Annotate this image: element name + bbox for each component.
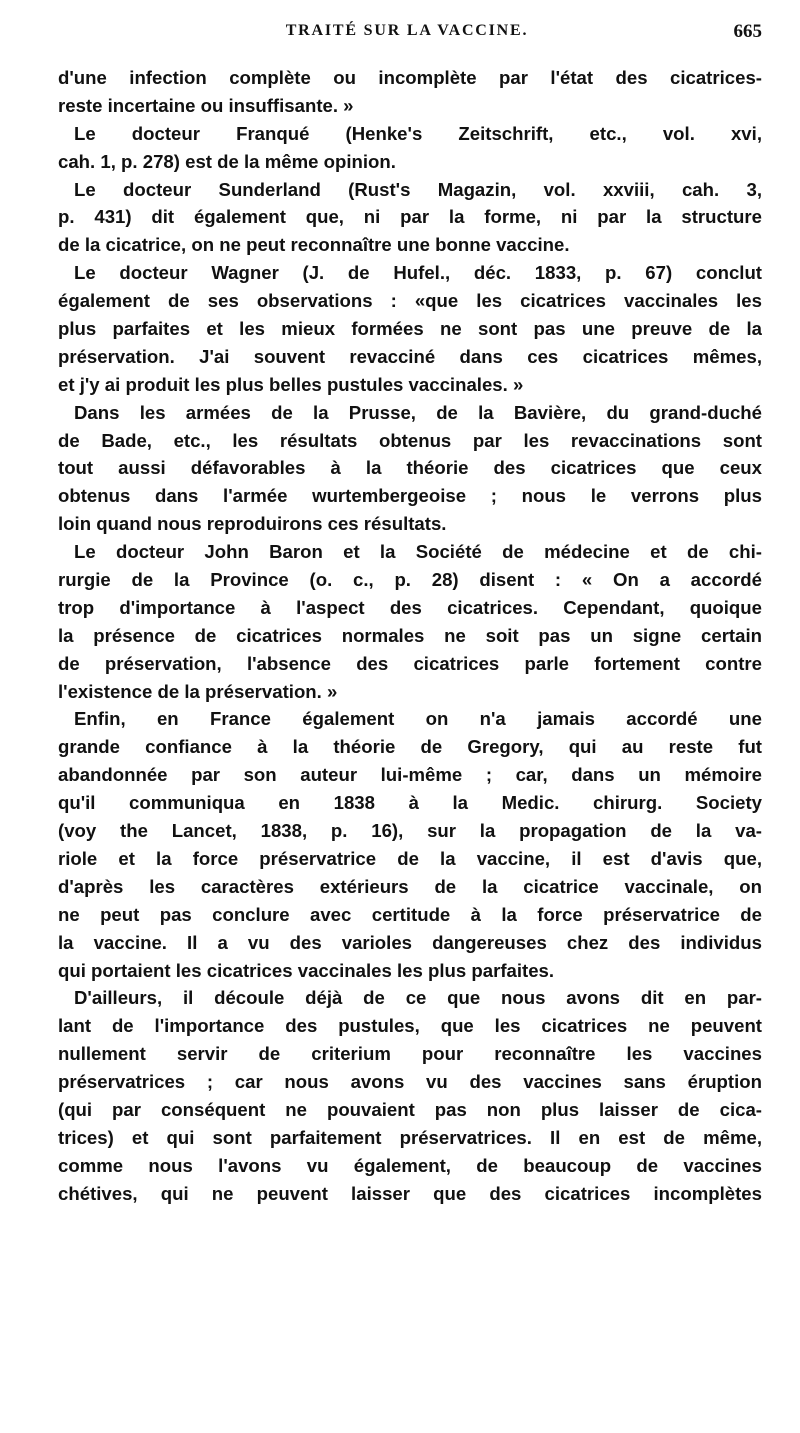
- text-line: Le docteur John Baron et la Société de médecine et de chi-: [74, 541, 762, 563]
- text-line: abandonnée par son auteur lui-même ; car, dans un mémoire: [58, 764, 762, 786]
- text-line: obtenus dans l'armée wurtembergeoise ; nous le verrons plus: [58, 485, 762, 507]
- text-line: riole et la force préservatrice de la vaccine, il est d'avis que,: [58, 847, 762, 869]
- text-line: reste incertaine ou insuffisante. »: [58, 94, 354, 116]
- text-line: qui portaient les cicatrices vaccinales les plus parfaites.: [58, 959, 555, 981]
- text-line: Le docteur Sunderland (Rust's Magazin, vol. xxviii, cah. 3,: [74, 178, 762, 200]
- text-line: Le docteur Wagner (J. de Hufel., déc. 1833, p. 67) conclut: [74, 262, 762, 284]
- text-line: nullement servir de criterium pour reconnaître les vaccines: [58, 1043, 762, 1065]
- text-line: (qui par conséquent ne pouvaient pas non plus laisser de cica-: [58, 1098, 762, 1120]
- text-line: de Bade, etc., les résultats obtenus par les revaccinations sont: [58, 429, 762, 451]
- text-line: lant de l'importance des pustules, que les cicatrices ne peuvent: [58, 1015, 762, 1037]
- page-header: [52, 16, 762, 46]
- page-number: 665: [733, 21, 762, 42]
- body-text: [58, 64, 762, 1208]
- text-line: (voy the Lancet, 1838, p. 16), sur la propagation de la va-: [58, 820, 762, 842]
- text-line: Enfin, en France également on n'a jamais accordé une: [74, 708, 762, 730]
- text-line: et j'y ai produit les plus belles pustules vaccinales. »: [58, 373, 524, 395]
- text-line: cah. 1, p. 278) est de la même opinion.: [58, 150, 396, 172]
- text-line: chétives, qui ne peuvent laisser que des cicatrices incomplètes: [58, 1182, 762, 1204]
- text-line: préservation. J'ai souvent revacciné dans ces cicatrices mêmes,: [58, 345, 762, 367]
- text-line: préservatrices ; car nous avons vu des vaccines sans éruption: [58, 1071, 762, 1093]
- text-line: p. 431) dit également que, ni par la forme, ni par la structure: [58, 206, 762, 228]
- text-line: trices) et qui sont parfaitement préservatrices. Il en est de même,: [58, 1126, 762, 1148]
- text-line: comme nous l'avons vu également, de beaucoup de vaccines: [58, 1154, 762, 1176]
- text-line: Dans les armées de la Prusse, de la Bavière, du grand-duché: [74, 401, 762, 423]
- text-line: d'une infection complète ou incomplète par l'état des cicatrices-: [58, 67, 762, 88]
- text-line: loin quand nous reproduirons ces résultats.: [58, 513, 447, 535]
- text-line: Le docteur Franqué (Henke's Zeitschrift, etc., vol. xvi,: [74, 122, 762, 144]
- text-line: plus parfaites et les mieux formées ne sont pas une preuve de la: [58, 318, 762, 340]
- text-line: de préservation, l'absence des cicatrices parle fortement contre: [58, 652, 762, 674]
- text-line: d'après les caractères extérieurs de la cicatrice vaccinale, on: [58, 875, 762, 897]
- text-line: la vaccine. Il a vu des varioles dangereuses chez des individus: [58, 931, 762, 953]
- text-line: tout aussi défavorables à la théorie des cicatrices que ceux: [58, 457, 762, 479]
- text-line: qu'il communiqua en 1838 à la Medic. chirurg. Society: [58, 792, 762, 814]
- text-line: la présence de cicatrices normales ne soit pas un signe certain: [58, 624, 762, 646]
- running-title: TRAITÉ SUR LA VACCINE.: [285, 22, 529, 39]
- text-line: l'existence de la préservation. »: [58, 680, 338, 702]
- text-line: grande confiance à la théorie de Gregory, qui au reste fut: [58, 736, 762, 758]
- text-line: D'ailleurs, il découle déjà de ce que nous avons dit en par-: [74, 987, 762, 1009]
- text-line: rurgie de la Province (o. c., p. 28) disent : « On a accordé: [58, 569, 762, 591]
- text-line: ne peut pas conclure avec certitude à la force préservatrice de: [58, 903, 762, 925]
- text-line: de la cicatrice, on ne peut reconnaître une bonne vaccine.: [58, 234, 570, 256]
- text-line: également de ses observations : «que les cicatrices vaccinales les: [58, 290, 762, 312]
- text-line: trop d'importance à l'aspect des cicatrices. Cependant, quoique: [58, 596, 762, 618]
